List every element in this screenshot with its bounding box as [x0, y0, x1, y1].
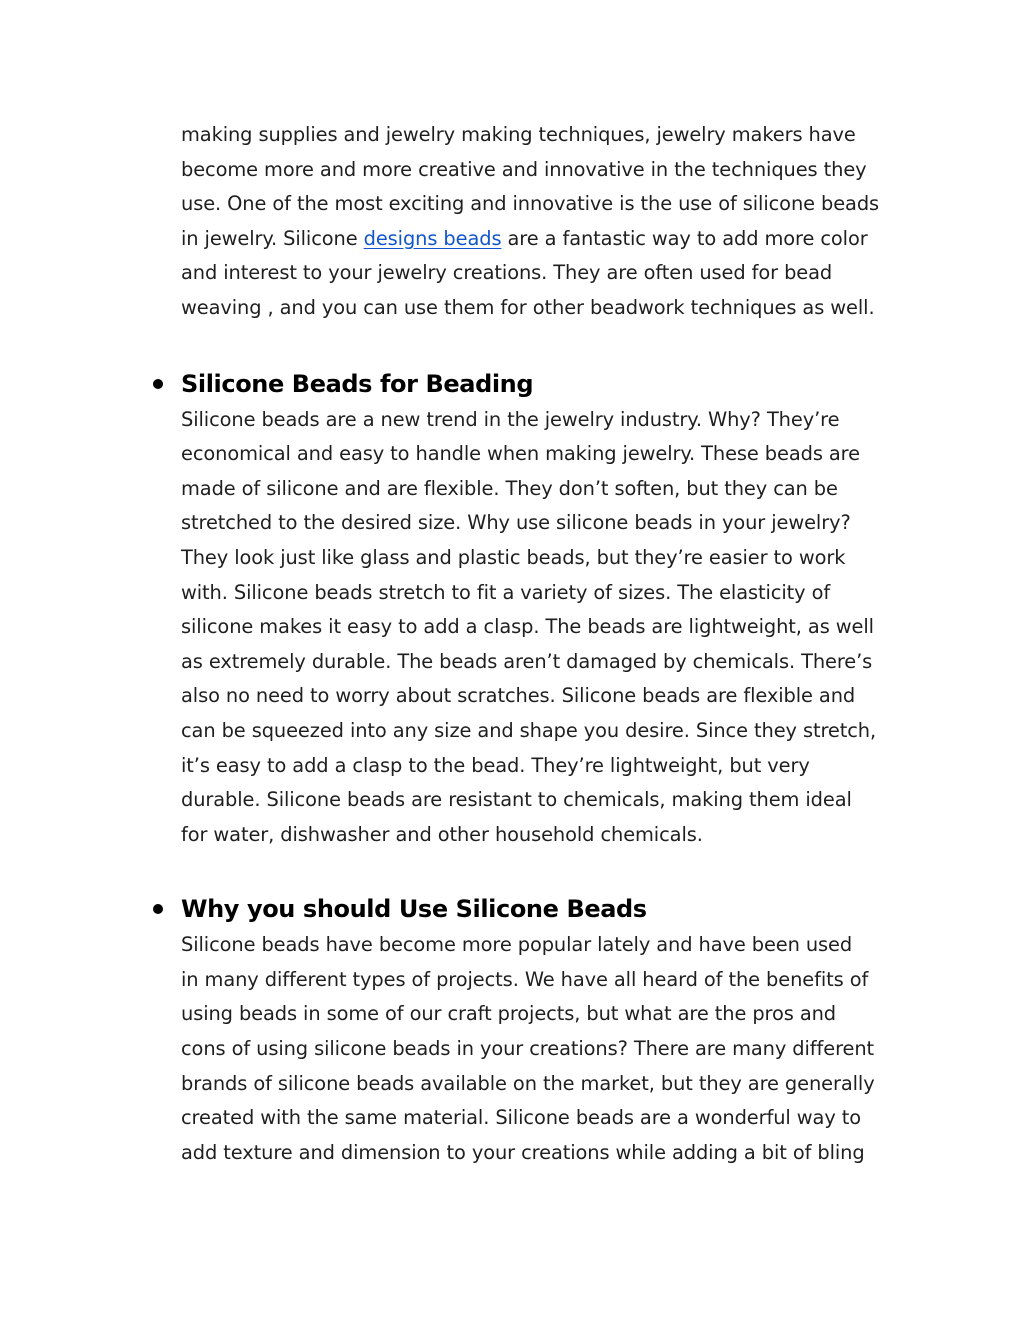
section-line: silicone makes it easy to add a clasp. The beads are lightweight, as well [181, 615, 874, 639]
bullet-icon [153, 904, 163, 914]
section-line: made of silicone and are flexible. They don’t soften, but they can be [181, 476, 838, 500]
section-line: They look just like glass and plastic beads, but they’re easier to work [181, 545, 846, 569]
designs-beads-link[interactable]: designs beads [363, 226, 502, 250]
section-heading-row [181, 890, 921, 928]
section-line: for water, dishwasher and other household chemicals. [181, 822, 703, 846]
section-line: created with the same material. Silicone beads are a wonderful way to [181, 1106, 862, 1130]
section-line: can be squeezed into any size and shape you desire. Since they stretch, [181, 718, 877, 742]
intro-line-6: weaving , and you can use them for other beadwork techniques as well. [181, 295, 875, 319]
section-why-use-silicone-beads [181, 890, 921, 1170]
section-heading: Why you should Use Silicone Beads [181, 895, 647, 924]
document-body [181, 118, 921, 1170]
section-line: Silicone beads are a new trend in the jewelry industry. Why? They’re [181, 407, 840, 431]
intro-line-3: use. One of the most exciting and innovative is the use of silicone beads [181, 192, 880, 216]
section-line: durable. Silicone beads are resistant to chemicals, making them ideal [181, 788, 852, 812]
section-line: in many different types of projects. We have all heard of the benefits of [181, 967, 869, 991]
section-line: brands of silicone beads available on the market, but they are generally [181, 1071, 875, 1095]
intro-line-4 [181, 222, 921, 257]
section-line: with. Silicone beads stretch to fit a variety of sizes. The elasticity of [181, 580, 831, 604]
paragraph-spacer [181, 326, 921, 365]
section-line: using beads in some of our craft projects, but what are the pros and [181, 1002, 836, 1026]
bullet-icon [153, 379, 163, 389]
intro-line-2: become more and more creative and innovative in the techniques they [181, 157, 867, 181]
section-line: also no need to worry about scratches. Silicone beads are flexible and [181, 684, 856, 708]
section-line: as extremely durable. The beads aren’t damaged by chemicals. There’s [181, 649, 873, 673]
section-line: add texture and dimension to your creations while adding a bit of bling [181, 1140, 865, 1164]
paragraph-spacer [181, 852, 921, 890]
section-heading-row [181, 365, 921, 403]
section-line: stretched to the desired size. Why use silicone beads in your jewelry? [181, 511, 851, 535]
intro-paragraph [181, 118, 921, 326]
section-heading: Silicone Beads for Beading [181, 369, 534, 398]
section-line: it’s easy to add a clasp to the bead. They’re lightweight, but very [181, 753, 810, 777]
section-line: Silicone beads have become more popular lately and have been used [181, 933, 853, 957]
section-line: cons of using silicone beads in your creations? There are many different [181, 1037, 875, 1061]
intro-line-4-after: are a fantastic way to add more color [501, 226, 868, 250]
section-silicone-beads-for-beading [181, 365, 921, 853]
intro-line-5: and interest to your jewelry creations. They are often used for bead [181, 261, 833, 285]
intro-line-1: making supplies and jewelry making techniques, jewelry makers have [181, 123, 856, 146]
section-line: economical and easy to handle when making jewelry. These beads are [181, 442, 860, 466]
intro-line-4-before: in jewelry. Silicone [181, 226, 364, 250]
